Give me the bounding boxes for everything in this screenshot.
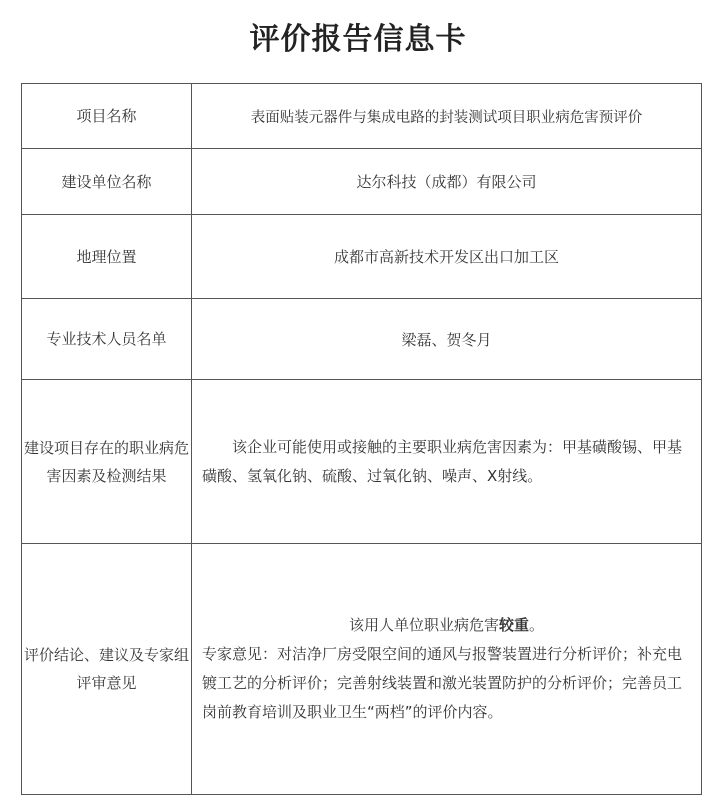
table-row-construction-unit [22, 149, 702, 215]
expert-opinion: 专家意见：对洁净厂房受限空间的通风与报警装置进行分析评价；补充电镀工艺的分析评价；完善射线装置和激光装置防护的分析评价；完善员工岗前教育培训及职业卫生“两档”的评价内容。 [202, 645, 683, 721]
table-row-project-name [22, 84, 702, 149]
value-staff-list: 梁磊、贺冬月 [192, 299, 702, 380]
label-construction-unit: 建设单位名称 [22, 149, 192, 215]
conclusion-statement [202, 611, 691, 640]
label-conclusion: 评价结论、建议及专家组评审意见 [22, 544, 192, 795]
conclusion-prefix: 该用人单位职业病危害 [348, 616, 499, 634]
value-construction-unit: 达尔科技（成都）有限公司 [192, 149, 702, 215]
value-conclusion [192, 544, 702, 795]
table-row-conclusion [22, 544, 702, 795]
conclusion-suffix: 。 [529, 616, 545, 634]
info-card-table [21, 83, 702, 795]
conclusion-level: 较重 [498, 616, 529, 634]
value-hazard-factors [192, 380, 702, 544]
label-hazard-factors: 建设项目存在的职业病危害因素及检测结果 [22, 380, 192, 544]
value-location: 成都市高新技术开发区出口加工区 [192, 215, 702, 299]
page-title: 评价报告信息卡 [249, 22, 467, 57]
table-row-hazard-factors [22, 380, 702, 544]
label-project-name: 项目名称 [22, 84, 192, 149]
hazard-factors-text: 该企业可能使用或接触的主要职业病危害因素为：甲基磺酸锡、甲基磺酸、氢氧化钠、硫酸、过氧化钠、噪声、X射线。 [202, 437, 683, 485]
value-project-name: 表面贴装元器件与集成电路的封装测试项目职业病危害预评价 [192, 84, 702, 149]
label-location: 地理位置 [22, 215, 192, 299]
table-row-staff-list [22, 299, 702, 380]
table-row-location [22, 215, 702, 299]
label-staff-list: 专业技术人员名单 [22, 299, 192, 380]
